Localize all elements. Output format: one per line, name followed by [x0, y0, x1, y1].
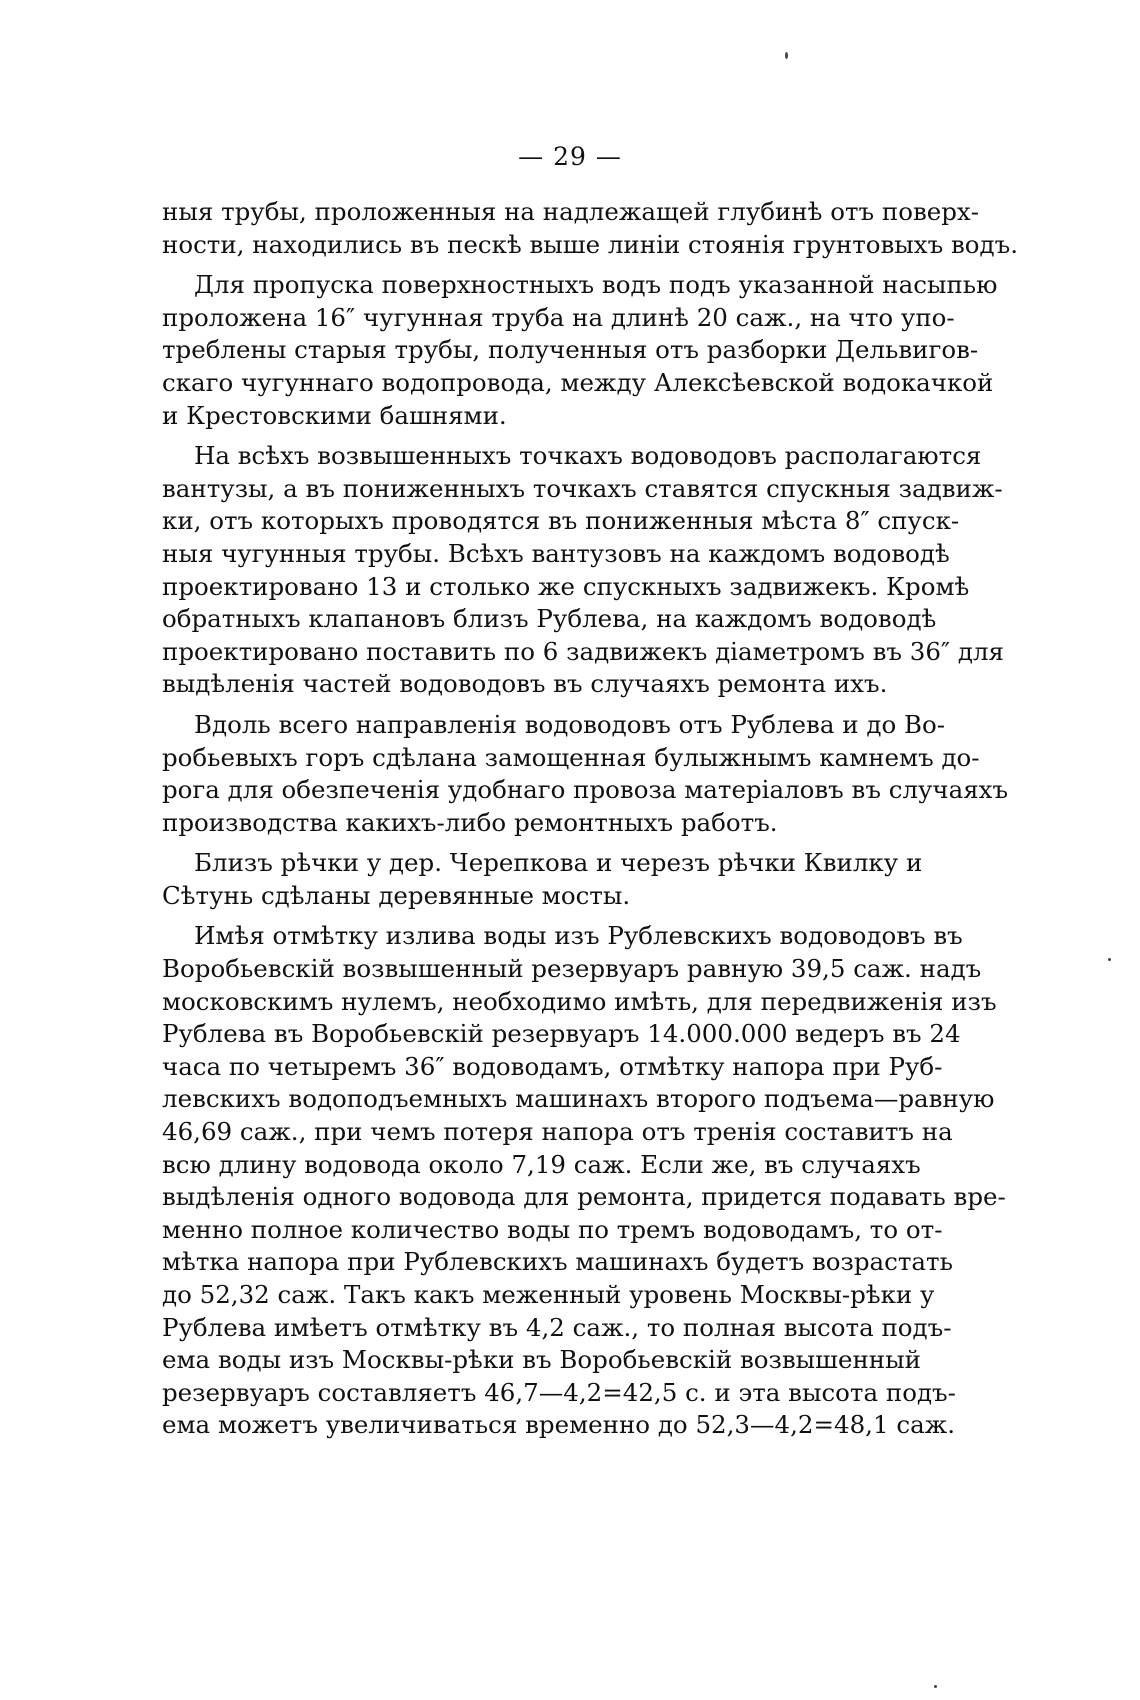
scan-speck: [1108, 958, 1111, 961]
text-line: Вдоль всего направленія водоводовъ отъ Рублева и до Во-: [194, 709, 946, 739]
text-line: московскимъ нулемъ, необходимо имѣть, для передвиженія изъ: [162, 986, 997, 1016]
paragraph-6: [162, 920, 1006, 1442]
body-text: [162, 196, 1018, 1450]
text-line: робьевыхъ горъ сдѣлана замощенная булыжнымъ камнемъ до-: [162, 742, 980, 772]
text-line: Рублева въ Воробьевскій резервуаръ 14.000.000 ведеръ въ 24: [162, 1019, 961, 1049]
text-line: ныя чугунныя трубы. Всѣхъ вантузовъ на каждомъ водоводѣ: [162, 538, 950, 568]
text-line: выдѣленія одного водовода для ремонта, придется подавать вре-: [162, 1182, 1006, 1212]
text-line: проектировано поставить по 6 задвижекъ діаметромъ въ 36″ для: [162, 636, 1004, 666]
paragraph-5: [162, 847, 923, 912]
text-line: выдѣленія частей водоводовъ въ случаяхъ ремонта ихъ.: [162, 669, 888, 699]
text-line: скаго чугуннаго водопровода, между Алексѣевской водокачкой: [162, 367, 994, 397]
text-line: всю длину водовода около 7,19 саж. Если же, въ случаяхъ: [162, 1149, 921, 1179]
scan-speck: [785, 52, 788, 59]
scan-speck: [934, 1685, 937, 1688]
text-line: проложена 16″ чугунная труба на длинѣ 20 саж., на что упо-: [162, 302, 955, 332]
text-line: до 52,32 саж. Такъ какъ меженный уровень Москвы-рѣки у: [162, 1280, 935, 1309]
text-line: На всѣхъ возвышенныхъ точкахъ водоводовъ располагаются: [194, 441, 982, 471]
text-line: ности, находились въ пескѣ выше линіи стоянія грунтовыхъ водъ.: [162, 229, 1018, 259]
text-line: Имѣя отмѣтку излива воды изъ Рублевскихъ водоводовъ въ: [194, 921, 963, 951]
text-line: менно полное количество воды по тремъ водоводамъ, то от-: [162, 1214, 943, 1244]
paragraph-1: [162, 196, 1018, 261]
text-line: производства какихъ-либо ремонтныхъ работъ.: [162, 807, 778, 837]
text-line: часа по четыремъ 36″ водоводамъ, отмѣтку напора при Руб-: [162, 1051, 943, 1081]
paragraph-3: [162, 440, 1004, 701]
text-line: обратныхъ клапановъ близъ Рублева, на каждомъ водоводѣ: [162, 604, 937, 634]
text-line: Для пропуска поверхностныхъ водъ подъ указанной насыпью: [194, 270, 998, 300]
text-line: ема можетъ увеличиваться временно до 52,3—4,2=48,1 саж.: [162, 1410, 955, 1440]
text-line: ема воды изъ Москвы-рѣки въ Воробьевскій возвышенный: [162, 1345, 921, 1375]
text-line: 46,69 саж., при чемъ потеря напора отъ тренія составитъ на: [162, 1117, 953, 1147]
text-line: ныя трубы, проложенныя на надлежащей глубинѣ отъ поверх-: [162, 197, 980, 226]
text-line: рога для обезпеченія удобнаго провоза матеріаловъ въ случаяхъ: [162, 775, 1009, 805]
text-line: Сѣтунь сдѣланы деревянные мосты.: [162, 880, 631, 910]
text-line: Рублева имѣетъ отмѣтку въ 4,2 саж., то полная высота подъ-: [162, 1312, 952, 1342]
text-line: вантузы, а въ пониженныхъ точкахъ ставятся спускныя задвиж-: [162, 473, 1003, 503]
text-line: и Крестовскими башнями.: [162, 400, 507, 430]
page-number: — 29 —: [518, 142, 622, 171]
text-line: треблены старыя трубы, полученныя отъ разборки Дельвигов-: [162, 335, 979, 365]
text-line: резервуаръ составляетъ 46,7—4,2=42,5 с. и эта высота подъ-: [162, 1377, 956, 1407]
paragraph-2: [162, 269, 998, 432]
text-line: мѣтка напора при Рублевскихъ машинахъ будетъ возрастать: [162, 1247, 953, 1277]
paragraph-4: [162, 709, 1009, 839]
text-line: ки, отъ которыхъ проводятся въ пониженныя мѣста 8″ спуск-: [162, 506, 960, 536]
text-line: Воробьевскій возвышенный резервуаръ равную 39,5 саж. надъ: [162, 954, 982, 984]
text-line: Близъ рѣчки у дер. Черепкова и черезъ рѣчки Квилку и: [194, 848, 923, 878]
text-line: левскихъ водоподъемныхъ машинахъ второго подъема—равную: [162, 1084, 995, 1114]
text-line: проектировано 13 и столько же спускныхъ задвижекъ. Кромѣ: [162, 571, 970, 601]
